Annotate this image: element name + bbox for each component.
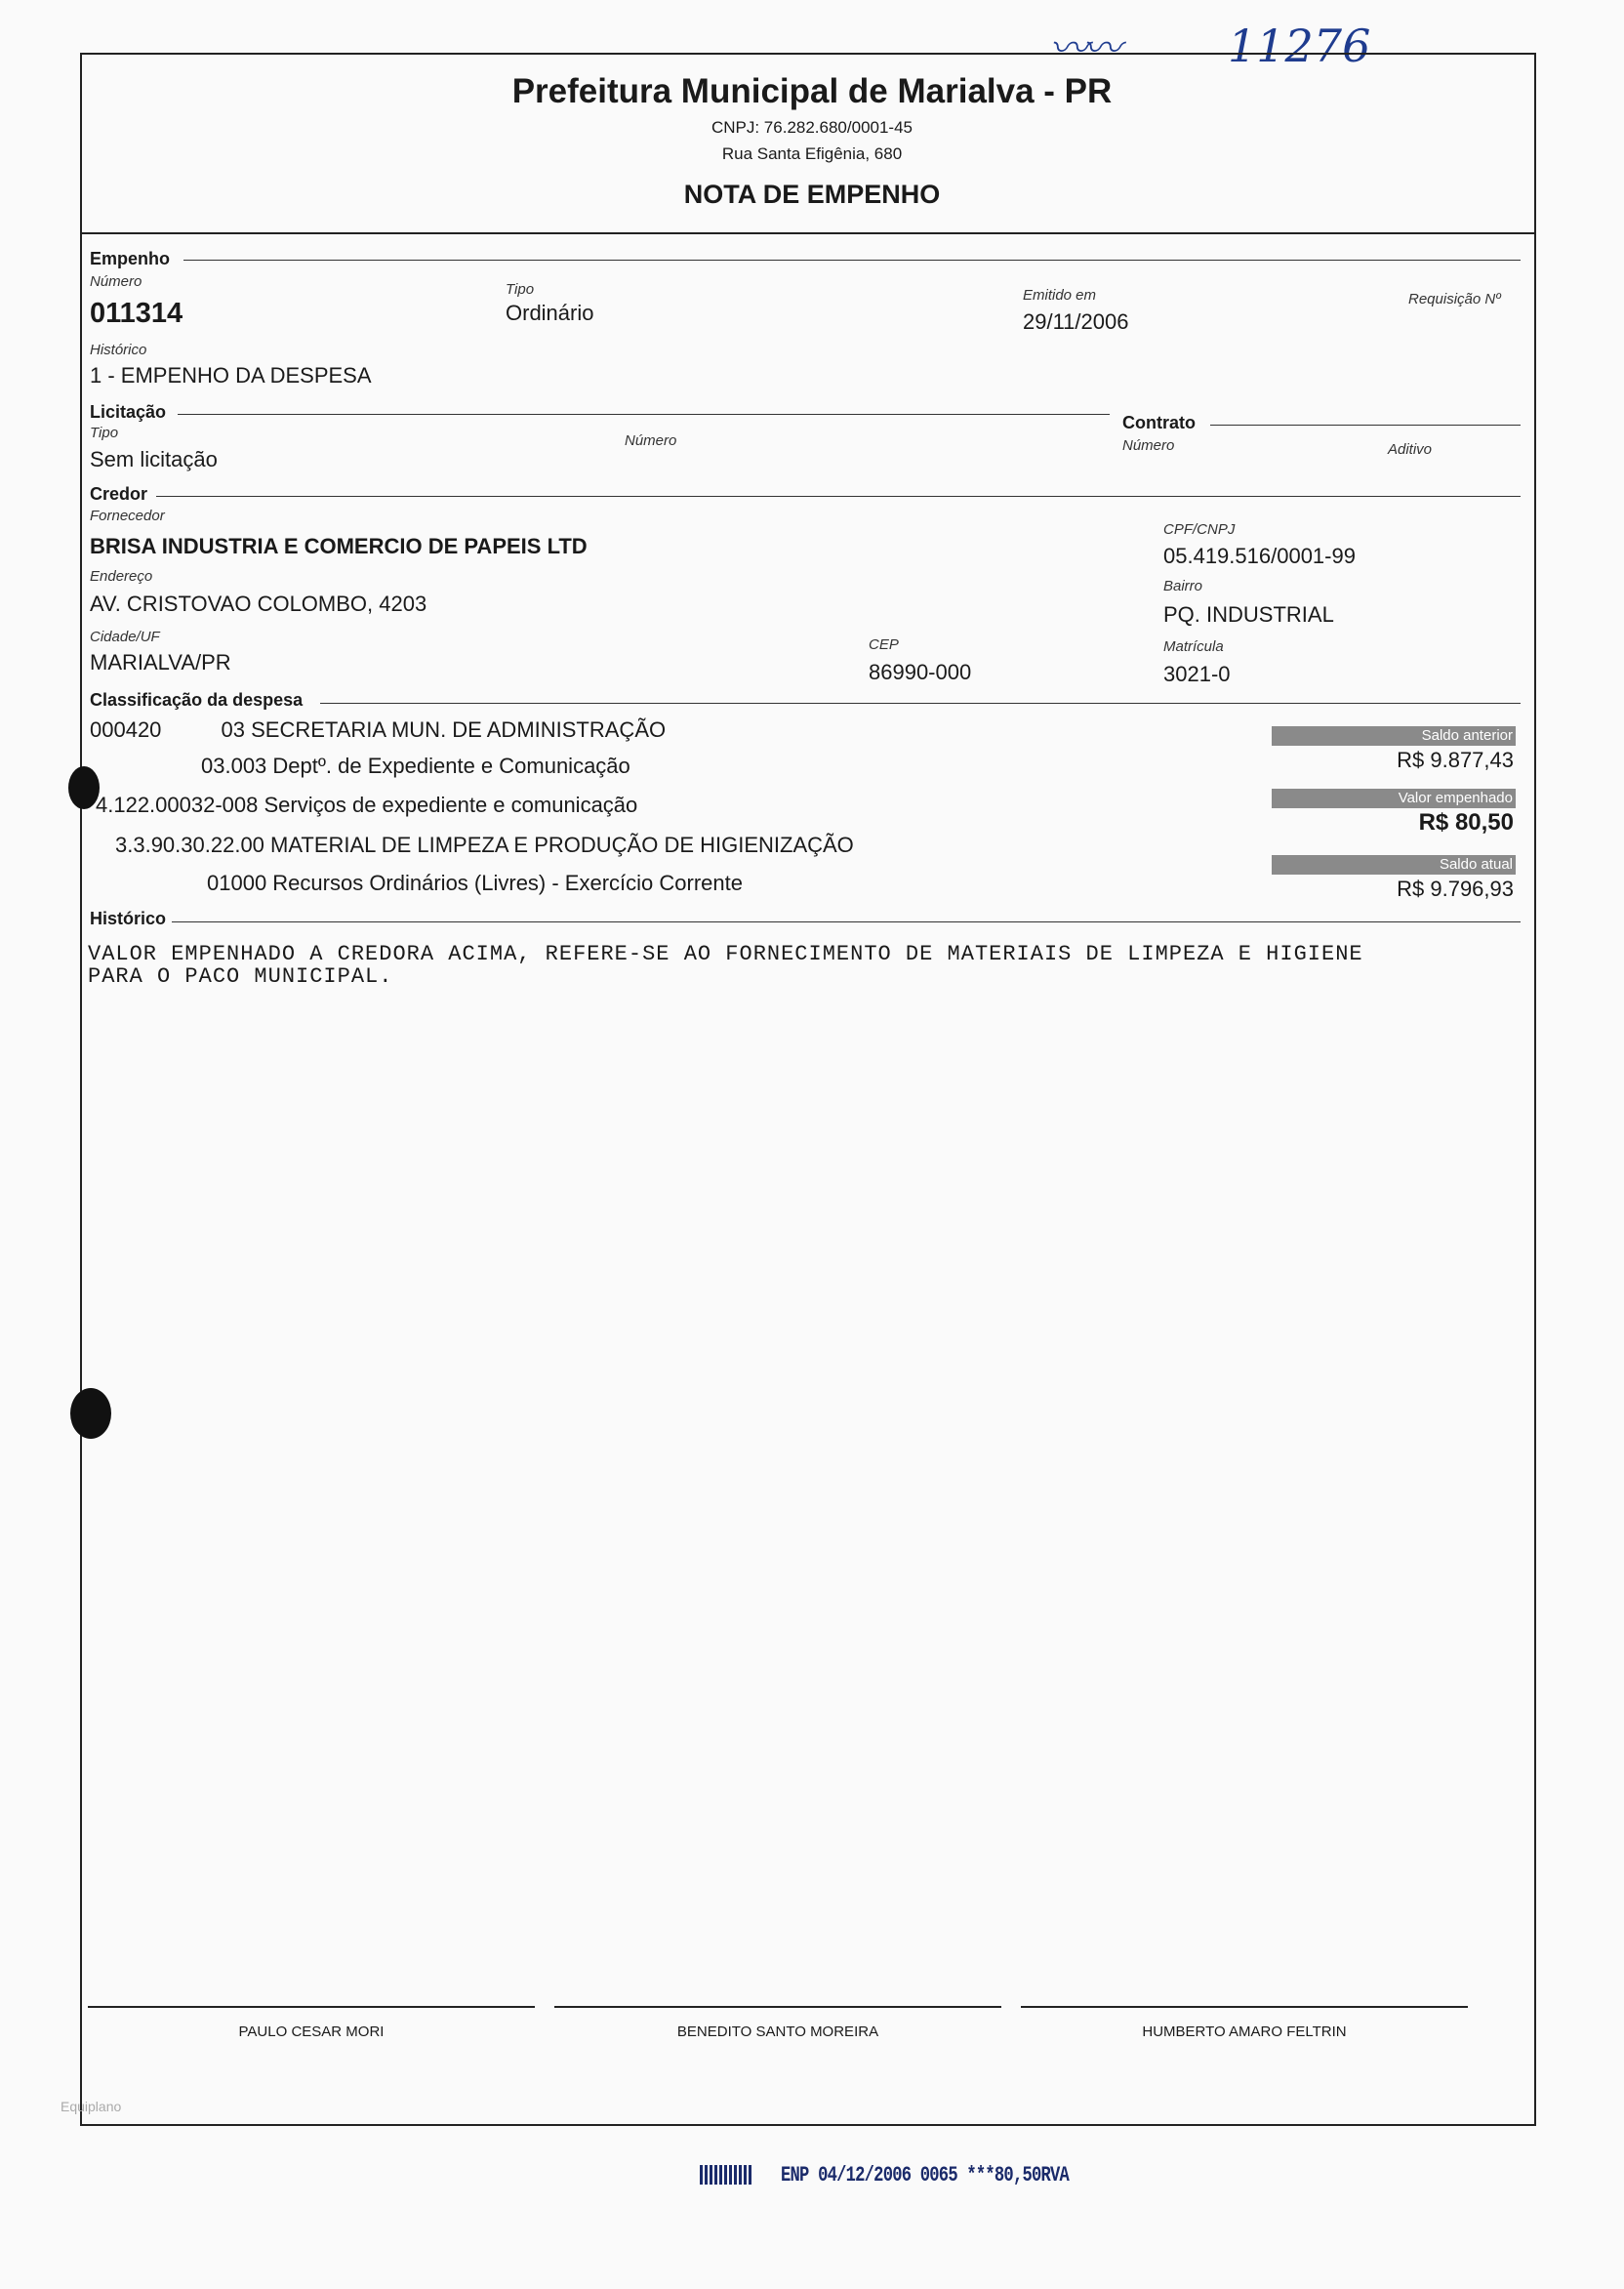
- classificacao-line-5: 01000 Recursos Ordinários (Livres) - Exercício Corrente: [207, 871, 743, 895]
- cpf-value: 05.419.516/0001-99: [1163, 544, 1356, 568]
- section-classificacao: Classificação da despesa: [90, 690, 304, 710]
- cidade-value: MARIALVA/PR: [90, 650, 231, 674]
- fornecedor-label: Fornecedor: [90, 508, 165, 524]
- endereco-value: AV. CRISTOVAO COLOMBO, 4203: [90, 592, 427, 616]
- cpf-label: CPF/CNPJ: [1163, 521, 1236, 538]
- org-name: Prefeitura Municipal de Marialva - PR: [511, 72, 1113, 110]
- historico-line-2: PARA O PACO MUNICIPAL.: [88, 964, 393, 989]
- org-cnpj: CNPJ: 76.282.680/0001-45: [710, 118, 914, 137]
- punch-hole-mark: [70, 1388, 111, 1439]
- signature-line: [88, 2006, 535, 2008]
- saldo-atual-label: Saldo atual: [1272, 855, 1516, 875]
- handwritten-scribble: 〰〰: [1049, 26, 1116, 71]
- signature-line: [554, 2006, 1001, 2008]
- matricula-value: 3021-0: [1163, 662, 1231, 686]
- section-historico: Histórico: [90, 909, 167, 928]
- contrato-numero-label: Número: [1122, 437, 1175, 454]
- empenho-numero: 011314: [90, 298, 183, 329]
- valor-empenhado-label: Valor empenhado: [1272, 789, 1516, 808]
- signature-name-3: HUMBERTO AMARO FELTRIN: [1142, 2023, 1347, 2040]
- signature-name-1: PAULO CESAR MORI: [238, 2023, 385, 2040]
- endereco-label: Endereço: [90, 568, 153, 585]
- handwritten-number: 11276: [1228, 20, 1371, 72]
- org-address: Rua Santa Efigênia, 680: [721, 144, 903, 163]
- empenho-tipo-label: Tipo: [506, 281, 535, 298]
- licitacao-tipo: Sem licitação: [90, 447, 218, 471]
- section-empenho: Empenho: [90, 249, 171, 268]
- section-credor: Credor: [90, 484, 148, 504]
- signature-line: [1021, 2006, 1468, 2008]
- historico-line-1: VALOR EMPENHADO A CREDORA ACIMA, REFERE-SE AO FORNECIMENTO DE MATERIAIS DE LIMPEZA E HIGIENE: [88, 942, 1363, 966]
- bairro-label: Bairro: [1163, 578, 1203, 594]
- licitacao-rule: [178, 414, 1110, 415]
- cep-label: CEP: [869, 636, 899, 653]
- classificacao-line-3: 4.122.00032-008 Serviços de expediente e comunicação: [96, 793, 638, 817]
- empenho-historico-label: Histórico: [90, 342, 147, 358]
- empenho-tipo: Ordinário: [506, 301, 594, 325]
- saldo-anterior-label: Saldo anterior: [1272, 726, 1516, 746]
- header-divider: [80, 232, 1536, 234]
- valor-empenhado-value: R$ 80,50: [1418, 809, 1514, 836]
- cash-register-stamp: ENP 04/12/2006 0065 ***80,50RVA: [781, 2163, 1070, 2187]
- bairro-value: PQ. INDUSTRIAL: [1163, 602, 1334, 627]
- fornecedor-value: BRISA INDUSTRIA E COMERCIO DE PAPEIS LTD: [90, 534, 588, 558]
- saldo-anterior-value: R$ 9.877,43: [1397, 748, 1514, 772]
- section-contrato: Contrato: [1122, 413, 1196, 432]
- saldo-atual-value: R$ 9.796,93: [1397, 877, 1514, 901]
- barcode-mark: [700, 2165, 753, 2185]
- doc-title: NOTA DE EMPENHO: [683, 180, 941, 209]
- credor-rule: [156, 496, 1521, 497]
- cidade-label: Cidade/UF: [90, 629, 160, 645]
- empenho-emitido-label: Emitido em: [1023, 287, 1097, 304]
- classificacao-rule: [320, 703, 1521, 704]
- empenho-requisicao-label: Requisição Nº: [1408, 291, 1501, 307]
- empenho-historico: 1 - EMPENHO DA DESPESA: [90, 363, 372, 388]
- punch-hole-mark: [68, 766, 100, 809]
- classificacao-line-4: 3.3.90.30.22.00 MATERIAL DE LIMPEZA E PRODUÇÃO DE HIGIENIZAÇÃO: [115, 833, 854, 857]
- licitacao-tipo-label: Tipo: [90, 425, 119, 441]
- contrato-rule: [1210, 425, 1521, 426]
- empenho-emitido: 29/11/2006: [1023, 309, 1129, 334]
- matricula-label: Matrícula: [1163, 638, 1224, 655]
- signature-name-2: BENEDITO SANTO MOREIRA: [676, 2023, 879, 2040]
- historico-rule: [172, 921, 1521, 922]
- software-watermark: Equiplano: [61, 2099, 122, 2114]
- classificacao-line-1: 000420 03 SECRETARIA MUN. DE ADMINISTRAÇÃO: [90, 717, 667, 742]
- classificacao-line-2: 03.003 Deptº. de Expediente e Comunicação: [201, 754, 630, 778]
- empenho-numero-label: Número: [90, 273, 142, 290]
- contrato-aditivo-label: Aditivo: [1388, 441, 1433, 458]
- licitacao-numero-label: Número: [625, 432, 677, 449]
- cep-value: 86990-000: [869, 660, 972, 684]
- section-licitacao: Licitação: [90, 402, 167, 422]
- empenho-rule: [183, 260, 1521, 261]
